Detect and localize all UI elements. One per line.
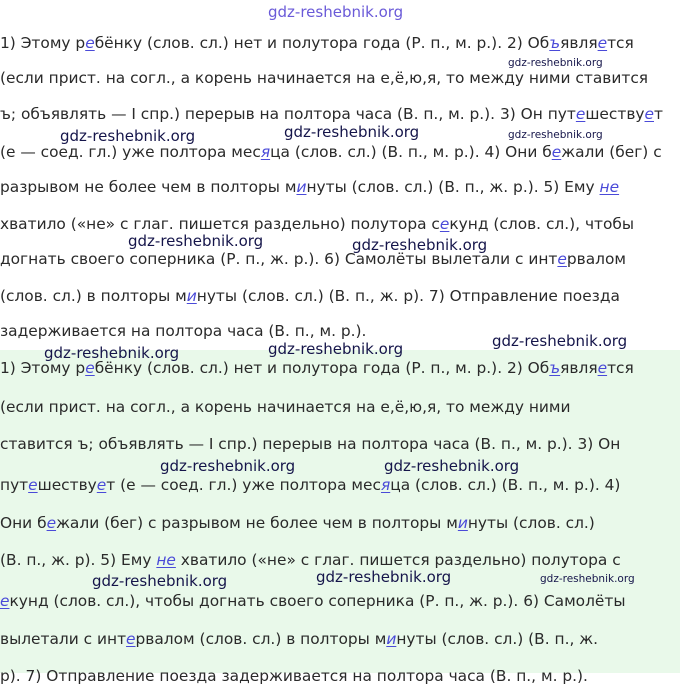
text-segment: ца (слов. сл.) (В. п., м. р.). 4) Они б: [270, 143, 552, 161]
watermark: gdz-reshebnik.org: [508, 129, 603, 141]
text-segment: (слов. сл.) в полторы м: [0, 287, 187, 305]
text-segment: вылетали с инт: [0, 630, 127, 648]
underlined-letter: е: [597, 359, 608, 377]
underlined-letter: и: [186, 287, 197, 305]
underlined-letter: и: [296, 178, 307, 196]
text-segment: ца (слов. сл.) (В. п., м. р.). 4): [390, 476, 621, 494]
text-segment: тся: [607, 34, 634, 52]
underlined-letter: я: [260, 143, 271, 161]
watermark: gdz-reshebnik.org: [492, 332, 628, 350]
underlined-letter: е: [126, 630, 136, 648]
text-segment: жали (бег) с разрывом не более чем в полторы м: [56, 514, 458, 532]
text-line: [0, 435, 620, 453]
underlined-letter: и: [386, 630, 397, 648]
underlined-letter: я: [380, 476, 391, 494]
watermark: gdz-reshebnik.org: [128, 232, 264, 250]
text-line: [0, 215, 634, 233]
text-segment: жали (бег) с: [561, 143, 662, 161]
underlined-letter: ъ: [549, 34, 561, 52]
text-line: [0, 287, 620, 305]
underlined-letter: е: [644, 105, 654, 123]
text-segment: (е — соед. гл.) уже полтора мес: [0, 143, 261, 161]
text-line: [0, 69, 648, 87]
text-segment: рвалом (слов. сл.) в полторы м: [135, 630, 387, 648]
text-line: [0, 250, 626, 268]
text-line: [0, 105, 663, 123]
watermark: gdz-reshebnik.org: [384, 457, 520, 475]
underlined-letter: е: [575, 105, 586, 123]
underlined-letter: е: [96, 476, 107, 494]
text-line: [0, 551, 621, 569]
text-segment: шеству: [585, 105, 645, 123]
text-segment: нуты (слов. сл.) (В. п., ж. р). 7) Отправление поезда: [196, 287, 620, 305]
underlined-letter: е: [557, 250, 567, 268]
underlined-letter: е: [85, 34, 95, 52]
watermark: gdz-reshebnik.org: [284, 123, 420, 141]
text-line: [0, 398, 571, 416]
underlined-letter: ъ: [549, 359, 561, 377]
watermark: gdz-reshebnik.org: [268, 340, 404, 358]
text-segment: нуты (слов. сл.): [467, 514, 595, 532]
watermark: gdz-reshebnik.org: [508, 57, 603, 69]
text-line: [0, 630, 598, 648]
text-segment: явля: [560, 359, 598, 377]
underlined-letter: е: [439, 215, 450, 233]
underlined-letter: е: [85, 359, 95, 377]
underlined-letter: е: [551, 143, 562, 161]
underlined-letter: е: [28, 476, 38, 494]
watermark: gdz-reshebnik.org: [316, 568, 452, 586]
text-segment: рвалом: [566, 250, 627, 268]
text-segment: (В. п., ж. р). 5) Ему: [0, 551, 157, 569]
watermark: gdz-reshebnik.org: [540, 573, 635, 585]
text-line: [0, 592, 626, 610]
text-line: [0, 322, 366, 340]
text-segment: 1) Этому р: [0, 34, 86, 52]
underlined-letter: е: [0, 592, 10, 610]
underlined-letter: и: [457, 514, 468, 532]
text-segment: шеству: [37, 476, 97, 494]
text-segment: задерживается на полтора часа (В. п., м. р.).: [0, 322, 367, 340]
text-line: [0, 476, 620, 494]
text-segment: 1) Этому р: [0, 359, 86, 377]
text-segment: Они б: [0, 514, 47, 532]
text-segment: разрывом не более чем в полторы м: [0, 178, 297, 196]
watermark: gdz-reshebnik.org: [352, 236, 488, 254]
text-segment: хватило («не» с глаг. пишется раздельно) полутора с: [0, 215, 440, 233]
text-segment: бёнку (слов. сл.) нет и полутора года (Р. п., м. р.). 2) Об: [94, 34, 550, 52]
text-segment: р). 7) Отправление поезда задерживается на полтора часа (В. п., м. р.).: [0, 667, 588, 685]
watermark-top: gdz-reshebnik.org: [268, 3, 404, 21]
underlined-letter: не: [599, 178, 620, 196]
text-segment: т (е — соед. гл.) уже полтора мес: [106, 476, 381, 494]
text-line: [0, 178, 619, 196]
text-segment: пут: [0, 476, 29, 494]
text-segment: нуты (слов. сл.) (В. п., ж. р.). 5) Ему: [306, 178, 600, 196]
text-line: [0, 34, 634, 52]
text-segment: тся: [607, 359, 634, 377]
underlined-letter: е: [46, 514, 57, 532]
text-segment: бёнку (слов. сл.) нет и полутора года (Р. п., м. р.). 2) Об: [94, 359, 550, 377]
watermark: gdz-reshebnik.org: [160, 457, 296, 475]
text-segment: (если прист. на согл., а корень начинается на е,ё,ю,я, то между ними ставится: [0, 69, 649, 87]
text-line: [0, 667, 588, 685]
text-line: [0, 359, 634, 377]
text-segment: явля: [560, 34, 598, 52]
watermark: gdz-reshebnik.org: [92, 572, 228, 590]
watermark: gdz-reshebnik.org: [60, 127, 196, 145]
text-line: [0, 514, 595, 532]
text-segment: кунд (слов. сл.), чтобы догнать своего соперника (Р. п., ж. р.). 6) Самолёты: [9, 592, 626, 610]
text-segment: ставится ъ; объявлять — I спр.) перерыв на полтора часа (В. п., м. р.). 3) Он: [0, 435, 621, 453]
text-segment: догнать своего соперника (Р. п., ж. р.). 6) Самолёты вылетали с инт: [0, 250, 558, 268]
underlined-letter: е: [597, 34, 608, 52]
underlined-letter: не: [156, 551, 176, 569]
text-segment: ъ; объявлять — I спр.) перерыв на полтора часа (В. п., м. р.). 3) Он пут: [0, 105, 576, 123]
text-segment: кунд (слов. сл.), чтобы: [449, 215, 635, 233]
watermark: gdz-reshebnik.org: [44, 344, 180, 362]
text-segment: (если прист. на согл., а корень начинается на е,ё,ю,я, то между ними: [0, 398, 571, 416]
text-line: [0, 143, 662, 161]
text-segment: т: [654, 105, 663, 123]
text-segment: нуты (слов. сл.) (В. п., ж.: [396, 630, 599, 648]
text-segment: хватило («не» с глаг. пишется раздельно) полутора с: [175, 551, 621, 569]
